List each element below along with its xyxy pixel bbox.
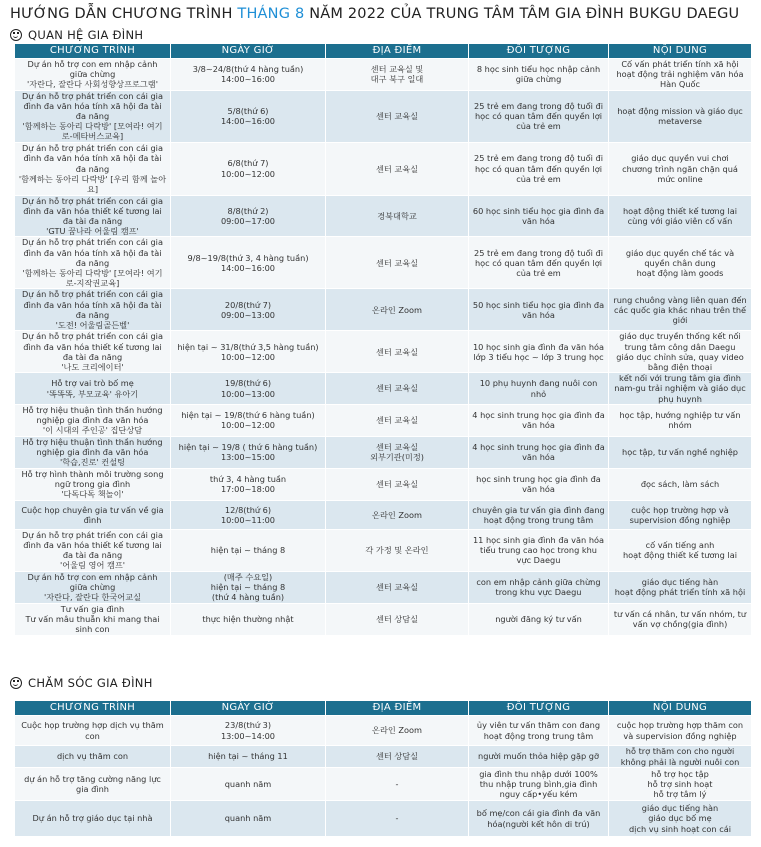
target-cell: bố mẹ/con cái gia đình đa văn hóa(người kết hôn di trú) — [469, 801, 609, 837]
content-cell: hỗ trợ thăm con cho người không phải là người nuôi con — [609, 746, 752, 768]
target-cell: 25 trẻ em đang trong độ tuổi đi học có quan tâm đến quyền lợi của trẻ em — [469, 237, 609, 289]
table-row — [15, 436, 752, 468]
program-cell: Hỗ trợ hiệu thuận tình thần hướng nghiệp gia đình đa văn hóa '이 시대의 주인공' 집단상담 — [15, 404, 171, 436]
table-row — [15, 90, 752, 142]
content-cell: Cố vấn phát triển tính xã hội hoạt động trải nghiệm văn hóa Hàn Quốc — [609, 59, 752, 91]
content-cell: rung chuông vàng liên quan đến các quốc gia khác nhau trên thế giới — [609, 289, 752, 331]
datetime-cell: hiện tại ~ tháng 11 — [171, 746, 326, 768]
datetime-cell: 20/8(thứ 7) 09:00~13:00 — [171, 289, 326, 331]
program-cell: Hỗ trợ hình thành môi trường song ngữ trong gia đình '다독다독 책놀이' — [15, 468, 171, 500]
datetime-cell: hiện tại ~ 31/8(thứ 3,5 hàng tuần) 10:00~12:00 — [171, 331, 326, 373]
target-cell: 8 học sinh tiểu học nhập cảnh giữa chừng — [469, 59, 609, 91]
col-header-program: CHƯƠNG TRÌNH — [15, 701, 171, 716]
content-cell: cuộc họp trường hợp và supervision đồng nghiệp — [609, 500, 752, 529]
place-cell: 센터 상담실 — [326, 603, 469, 635]
program-cell: Cuộc họp trường hợp dịch vụ thăm con — [15, 716, 171, 746]
program-cell: Cuộc họp chuyên gia tư vấn về gia đình — [15, 500, 171, 529]
table-row — [15, 237, 752, 289]
place-cell: 온라인 Zoom — [326, 500, 469, 529]
content-cell: giáo dục quyền chế tác và quyền chân dung hoạt động làm goods — [609, 237, 752, 289]
place-cell: 센터 교육실 — [326, 90, 469, 142]
datetime-cell: hiện tại ~ tháng 8 — [171, 529, 326, 571]
family-relations-table — [14, 43, 752, 636]
table-row — [15, 468, 752, 500]
target-cell: 10 học sinh gia đình đa văn hóa lớp 3 tiểu học ~ lớp 3 trung học — [469, 331, 609, 373]
program-cell: Dự án hỗ trợ phát triển con cái gia đình đa văn hóa thiết kế tương lai đa tài đa năng '어울림 영어 캠프' — [15, 529, 171, 571]
content-cell: cố vấn tiếng anh hoạt động thiết kế tương lai — [609, 529, 752, 571]
program-cell: Dự án hỗ trợ con em nhập cảnh giữa chừng '자란다, 잘란다 한국어교실 — [15, 571, 171, 603]
col-header-place: ĐỊA ĐIỂM — [326, 44, 469, 59]
col-header-target: ĐỐI TƯỢNG — [469, 44, 609, 59]
place-cell: - — [326, 801, 469, 837]
program-cell: Dự án hỗ trợ phát triển con cái gia đình đa văn hóa thiết kế tương lai đa tài đa năng 'GTU 꿈나라 어울림 캠프' — [15, 195, 171, 237]
table-row — [15, 603, 752, 635]
content-cell: hoạt động mission và giáo dục metaverse — [609, 90, 752, 142]
datetime-cell: hiện tại ~ 19/8 ( thứ 6 hàng tuần) 13:00~15:00 — [171, 436, 326, 468]
target-cell: con em nhập cảnh giữa chừng trong khu vực Daegu — [469, 571, 609, 603]
content-cell: kết nối với trung tâm gia đình nam-gu trải nghiệm và giáo dục phụ huynh — [609, 373, 752, 405]
table-row — [15, 768, 752, 801]
col-header-datetime: NGÀY GIỜ — [171, 44, 326, 59]
program-cell: Hỗ trợ hiệu thuận tình thần hướng nghiệp gia đình đa văn hóa '학습,진로' 컨설팅 — [15, 436, 171, 468]
table-row — [15, 59, 752, 91]
program-cell: Dự án hỗ trợ giáo dục tại nhà — [15, 801, 171, 837]
target-cell: 4 học sinh trung học gia đình đa văn hóa — [469, 404, 609, 436]
table-row — [15, 801, 752, 837]
place-cell: 센터 교육실 — [326, 237, 469, 289]
table-row — [15, 404, 752, 436]
table-row — [15, 195, 752, 237]
target-cell: gia đình thu nhập dưới 100% thu nhập trung bình,gia đình nguy cấp•yếu kém — [469, 768, 609, 801]
target-cell: người muốn thỏa hiệp gặp gỡ — [469, 746, 609, 768]
place-cell: 온라인 Zoom — [326, 716, 469, 746]
family-care-table — [14, 700, 752, 837]
table-row — [15, 746, 752, 768]
place-cell: 경북대학교 — [326, 195, 469, 237]
program-cell: Tư vấn gia đình Tư vấn mâu thuẫn khi mang thai sinh con — [15, 603, 171, 635]
col-header-place: ĐỊA ĐIỂM — [326, 701, 469, 716]
target-cell: 10 phụ huynh đang nuôi con nhỏ — [469, 373, 609, 405]
program-cell: Dự án hỗ trợ phát triển con cái gia đình đa văn hóa tính xã hội đa tài đa năng '함께하는 동아리 다락방' [우리 함께 놀아요] — [15, 142, 171, 195]
place-cell: 센터 교육실 — [326, 373, 469, 405]
smiley-icon — [10, 29, 22, 41]
table-row — [15, 716, 752, 746]
datetime-cell: 12/8(thứ 6) 10:00~11:00 — [171, 500, 326, 529]
program-cell: Hỗ trợ vai trò bố mẹ '똑똑똑, 부모교육' 유아기 — [15, 373, 171, 405]
place-cell: 센터 교육실 — [326, 571, 469, 603]
table-row — [15, 500, 752, 529]
place-cell: - — [326, 768, 469, 801]
target-cell: 50 học sinh tiểu học gia đình đa văn hóa — [469, 289, 609, 331]
program-cell: Dự án hỗ trợ phát triển con cái gia đình đa văn hóa tính xã hội đa tài đa năng '함께하는 동아리 다락방' [모여라! 여기로-지작권교육] — [15, 237, 171, 289]
place-cell: 센터 교육실 — [326, 331, 469, 373]
table-row — [15, 142, 752, 195]
target-cell: 11 học sinh gia đình đa văn hóa tiểu trung cao học trong khu vực Daegu — [469, 529, 609, 571]
content-cell: giáo dục truyền thống kết nối trung tâm công dân Daegu giáo dục chỉnh sửa, quay video bằng điện thoại — [609, 331, 752, 373]
content-cell: học tập, tư vấn nghề nghiệp — [609, 436, 752, 468]
place-cell: 센터 교육실 및 대구 북구 일대 — [326, 59, 469, 91]
datetime-cell: hiện tại ~ 19/8(thứ 6 hàng tuần) 10:00~12:00 — [171, 404, 326, 436]
content-cell: học tập, hướng nghiệp tư vấn nhóm — [609, 404, 752, 436]
datetime-cell: (매주 수요일) hiện tại ~ tháng 8 (thứ 4 hàng tuần) — [171, 571, 326, 603]
datetime-cell: 3/8~24/8(thứ 4 hàng tuần) 14:00~16:00 — [171, 59, 326, 91]
datetime-cell: quanh năm — [171, 768, 326, 801]
content-cell: giáo dục quyền vui chơi chương trình ngăn chặn quá mức online — [609, 142, 752, 195]
target-cell: học sinh trung học gia đình đa văn hóa — [469, 468, 609, 500]
smiley-icon — [10, 677, 22, 689]
program-cell: Dự án hỗ trợ phát triển con cái gia đình đa văn hóa tính xã hội đa tài đa năng '함께하는 동아리 다락방' [모여라! 여기로-메타버스교육] — [15, 90, 171, 142]
target-cell: 25 trẻ em đang trong độ tuổi đi học có quan tâm đến quyền lợi của trẻ em — [469, 142, 609, 195]
program-cell: Dự án hỗ trợ phát triển con cái gia đình đa văn hóa thiết kế tương lai đa tài đa năng '나도 크리에이터' — [15, 331, 171, 373]
target-cell: 60 học sinh tiểu học gia đình đa văn hóa — [469, 195, 609, 237]
col-header-content: NỘI DUNG — [609, 701, 752, 716]
content-cell: giáo dục tiếng hàn giáo dục bố mẹ dịch vụ sinh hoạt con cái — [609, 801, 752, 837]
page-title: HƯỚNG DẪN CHƯƠNG TRÌNH THÁNG 8 NĂM 2022 CỦA TRUNG TÂM TÂM GIA ĐÌNH BUKGU DAEGU — [10, 6, 740, 22]
datetime-cell: 23/8(thứ 3) 13:00~14:00 — [171, 716, 326, 746]
table-row — [15, 571, 752, 603]
datetime-cell: thực hiện thường nhật — [171, 603, 326, 635]
datetime-cell: 19/8(thứ 6) 10:00~13:00 — [171, 373, 326, 405]
section-family-care-title: CHĂM SÓC GIA ĐÌNH — [10, 676, 153, 690]
table-row — [15, 289, 752, 331]
content-cell: tư vấn cá nhân, tư vấn nhóm, tư vấn vợ chồng(gia đình) — [609, 603, 752, 635]
col-header-target: ĐỐI TƯỢNG — [469, 701, 609, 716]
place-cell: 센터 교육실 — [326, 142, 469, 195]
table-row — [15, 331, 752, 373]
table-row — [15, 373, 752, 405]
datetime-cell: thứ 3, 4 hàng tuần 17:00~18:00 — [171, 468, 326, 500]
program-cell: Dự án hỗ trợ phát triển con cái gia đình đa văn hóa tính xã hội đa tài đa năng '도전! 어울림골든벨' — [15, 289, 171, 331]
program-cell: dịch vụ thăm con — [15, 746, 171, 768]
program-cell: Dự án hỗ trợ con em nhập cảnh giữa chừng '자란다, 잘란다 사회성향상프로그램' — [15, 59, 171, 91]
target-cell: 25 trẻ em đang trong độ tuổi đi học có quan tâm đến quyền lợi của trẻ em — [469, 90, 609, 142]
content-cell: hoạt động thiết kế tương lai cùng với giáo viên cố vấn — [609, 195, 752, 237]
datetime-cell: 6/8(thứ 7) 10:00~12:00 — [171, 142, 326, 195]
target-cell: 4 học sinh trung học gia đình đa văn hóa — [469, 436, 609, 468]
datetime-cell: 8/8(thứ 2) 09:00~17:00 — [171, 195, 326, 237]
content-cell: giáo dục tiếng hàn hoạt động phát triển tính xã hội — [609, 571, 752, 603]
place-cell: 센터 교육실 — [326, 404, 469, 436]
col-header-program: CHƯƠNG TRÌNH — [15, 44, 171, 59]
target-cell: ủy viên tư vấn thăm con đang hoạt động trong trung tâm — [469, 716, 609, 746]
col-header-content: NỘI DUNG — [609, 44, 752, 59]
datetime-cell: 5/8(thứ 6) 14:00~16:00 — [171, 90, 326, 142]
datetime-cell: quanh năm — [171, 801, 326, 837]
place-cell: 센터 교육실 외부기관(미정) — [326, 436, 469, 468]
place-cell: 온라인 Zoom — [326, 289, 469, 331]
place-cell: 센터 상담실 — [326, 746, 469, 768]
content-cell: đọc sách, làm sách — [609, 468, 752, 500]
program-cell: dự án hỗ trợ tăng cường năng lực gia đình — [15, 768, 171, 801]
col-header-datetime: NGÀY GIỜ — [171, 701, 326, 716]
section-family-relations-title: QUAN HỆ GIA ĐÌNH — [10, 28, 143, 42]
place-cell: 각 가정 및 온라인 — [326, 529, 469, 571]
target-cell: người đăng ký tư vấn — [469, 603, 609, 635]
place-cell: 센터 교육실 — [326, 468, 469, 500]
target-cell: chuyên gia tư vấn gia đình đang hoạt động trong trung tâm — [469, 500, 609, 529]
table-row — [15, 529, 752, 571]
content-cell: hỗ trợ học tập hỗ trợ sinh hoạt hỗ trợ tâm lý — [609, 768, 752, 801]
content-cell: cuộc họp trường hợp thăm con và supervision đồng nghiệp — [609, 716, 752, 746]
datetime-cell: 9/8~19/8(thứ 3, 4 hàng tuần) 14:00~16:00 — [171, 237, 326, 289]
